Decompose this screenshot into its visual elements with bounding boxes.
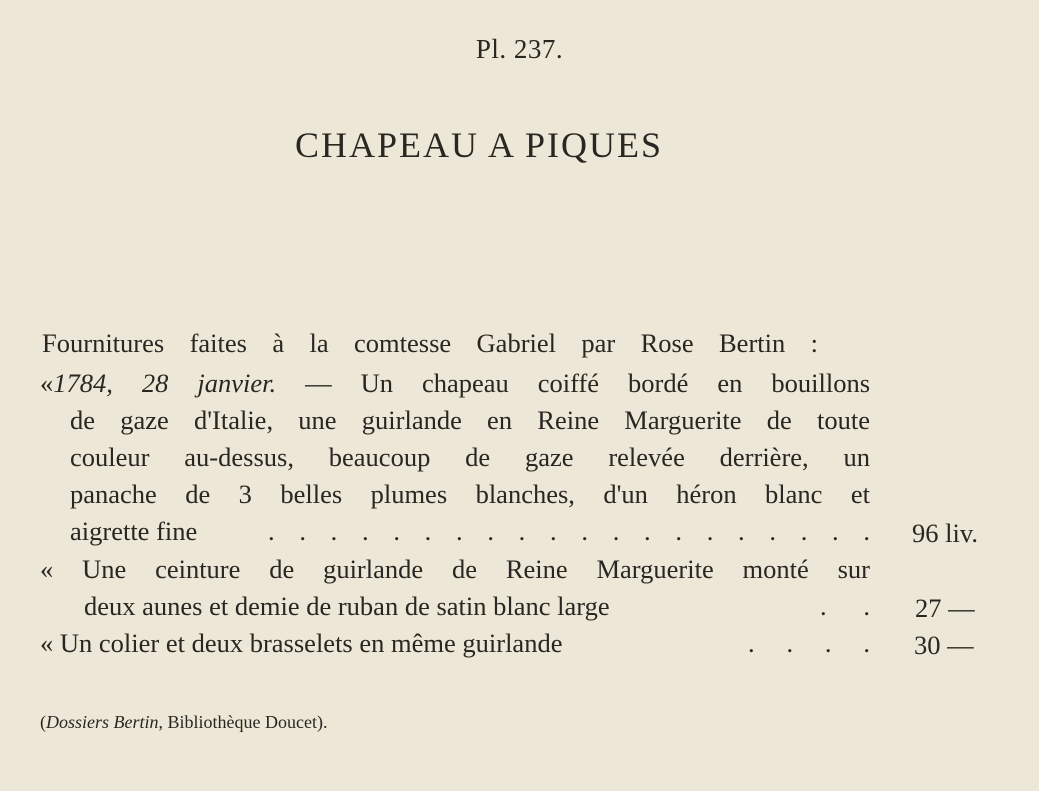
intro-line: Fournitures faites à la comtesse Gabriel par Rose Bertin : <box>42 328 818 358</box>
source-citation <box>40 712 327 733</box>
entry2-dots: . . <box>820 591 870 621</box>
entry3-dots: . . . . <box>748 628 870 658</box>
source-open: ( <box>40 712 46 732</box>
entry2-price: 27 — <box>915 593 975 623</box>
entry1-line3: couleur au-dessus, beaucoup de gaze relevée derrière, un <box>70 442 870 472</box>
entry2-line2: deux aunes et demie de ruban de satin blanc large <box>84 591 610 621</box>
entry1-line1-text: — Un chapeau coiffé bordé en bouillons <box>305 368 871 398</box>
entry1-date: 1784, 28 janvier. <box>53 368 277 398</box>
entry3-price: 30 — <box>914 630 974 660</box>
source-italic: Dossiers Bertin <box>46 712 159 732</box>
entry2-line1: « Une ceinture de guirlande de Reine Marguerite monté sur <box>40 554 870 584</box>
entry1-line4: panache de 3 belles plumes blanches, d'un héron blanc et <box>70 479 870 509</box>
entry3-line1: « Un colier et deux brasselets en même guirlande <box>40 628 563 658</box>
source-rest: , Bibliothèque Doucet). <box>158 712 328 732</box>
entry1-price: 96 liv. <box>912 518 979 548</box>
entry1-line1 <box>40 370 870 397</box>
page-title: CHAPEAU A PIQUES <box>294 125 664 165</box>
plate-number: Pl. 237. <box>475 34 564 64</box>
entry1-line5: aigrette fine <box>70 516 198 546</box>
entry1-line2: de gaze d'Italie, une guirlande en Reine Marguerite de toute <box>70 405 870 435</box>
entry1-dots: . . . . . . . . . . . . . . . . . . . . <box>268 516 870 546</box>
entry1-quote: « <box>40 368 54 398</box>
